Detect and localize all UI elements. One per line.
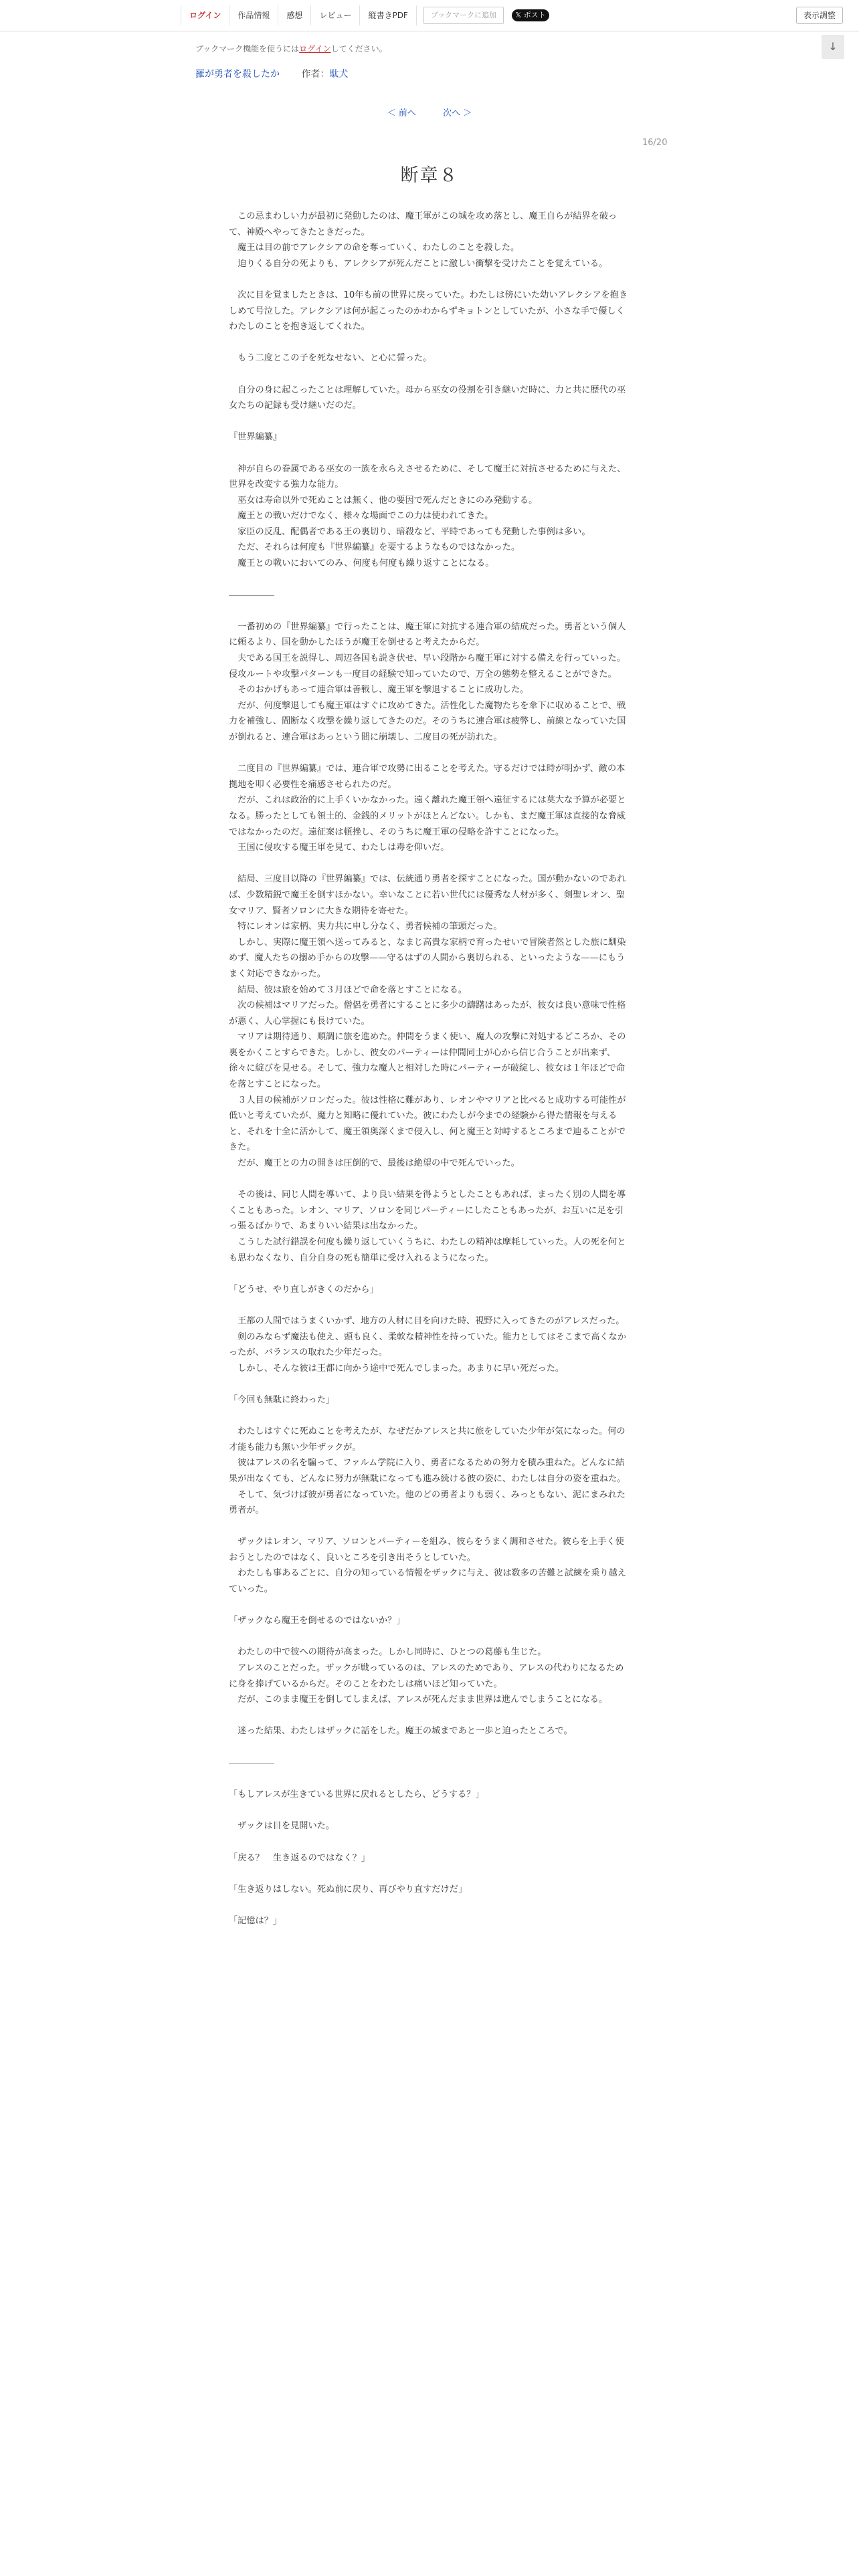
novel-paragraph: 「どうせ、やり直しがきくのだから」 — [229, 1284, 379, 1295]
novel-paragraph: ただ、それらは何度も『世界編纂』を要するようなものではなかった。 — [229, 542, 520, 553]
bookmark-login-notice — [195, 43, 387, 54]
scroll-down-icon[interactable]: ↓ — [822, 35, 844, 59]
blank-line — [229, 1708, 630, 1724]
novel-paragraph: 魔王との戦いだけでなく、様々な場面でこの力は使われてきた。 — [229, 511, 494, 522]
blank-line — [229, 1408, 630, 1424]
blank-line — [229, 1772, 630, 1788]
novel-paragraph: 特にレオンは家柄、実力共に申し分なく、勇者候補の筆頭だった。 — [229, 922, 502, 932]
chapter-pager — [0, 106, 859, 118]
blank-line — [229, 856, 630, 872]
scene-divider — [229, 595, 274, 596]
novel-paragraph: わたしはすぐに死ぬことを考えたが、なぜだかアレスと共に旅をしていた少年が気になった。何の才能も能力も無い少年ザックが。 — [229, 1426, 626, 1453]
notice-login-link[interactable]: ログイン — [299, 44, 331, 53]
novel-paragraph: 巫女は寿命以外で死ぬことは無く、他の要因で死んだときにのみ発動する。 — [229, 495, 538, 506]
login-link[interactable]: ログイン — [181, 5, 229, 25]
novel-paragraph: 二度目の『世界編纂』では、連合軍で攻勢に出ることを考えた。守るだけでは時が明かず、敵の本拠地を叩く必要性を痛感させられたのだ。 — [229, 764, 626, 790]
novel-paragraph: 『世界編纂』 — [229, 432, 282, 443]
chapter-title: 断章８ — [400, 165, 459, 186]
x-post-button[interactable]: 𝕏 ポスト — [512, 9, 549, 21]
novel-paragraph: 神が自らの眷属である巫女の一族を永らえさせるために、そして魔王に対抗させるために与えた、世界を改変する強力な能力。 — [229, 463, 626, 490]
blank-line — [229, 272, 630, 288]
novel-paragraph: ザックは目を見開いた。 — [229, 1821, 335, 1832]
novel-paragraph: だが、何度撃退しても魔王軍はすぐに攻めてきた。活性化した魔物たちを傘下に収めることで、戦力を補強し、間断なく攻撃を繰り返してきたのだ。そのうちに連合軍は疲弊し、前線となっていた国が倒れると、連合軍はあっという間に崩壊し、二度目の死が訪れた。 — [229, 700, 626, 742]
novel-paragraph: わたしも事あるごとに、自分の知っている情報をザックに与え、彼は数多の苦難と試練を乗り越えていった。 — [229, 1568, 626, 1595]
page-number: 16/20 — [642, 138, 668, 148]
novel-paragraph: 夫である国王を説得し、周辺各国も説き伏せ、早い段階から魔王軍に対する備えを行っていった。侵攻ルートや攻撃パターンも一度目の経験で知っていたので、万全の態勢を整えることができた。 — [229, 653, 626, 679]
novel-paragraph: だが、魔王との力の開きは圧倒的で、最後は絶望の中で死んでいった。 — [229, 1158, 520, 1169]
novel-paragraph: 結局、三度目以降の『世界編纂』では、伝統通り勇者を探すことになった。国が動かないのであれば、少数精鋭で魔王を倒すほかない。幸いなことに若い世代には優秀な人材が多く、剣聖レオン、聖女マリア、賢者ソロンに大きな期待を寄せた。 — [229, 874, 626, 916]
novel-paragraph: この忌まわしい力が最初に発動したのは、魔王軍がこの城を攻め落とし、魔王自らが結界を破って、神殿へやってきたときだった。 — [229, 211, 617, 237]
add-bookmark-button[interactable]: ブックマークに追加 — [423, 7, 504, 24]
novel-paragraph: 剣のみならず魔法も使え、頭も良く、柔軟な精神性を持っていた。能力としてはそこまで高くなかったが、バランスの取れた少年だった。 — [229, 1331, 626, 1358]
scene-divider — [229, 1763, 274, 1764]
novel-paragraph: 自分の身に起こったことは理解していた。母から巫女の役割を引き継いだ時に、力と共に歴代の巫女たちの記録も受け継いだのだ。 — [229, 385, 626, 411]
work-title-link[interactable]: 羅が勇者を殺したか — [195, 69, 280, 80]
novel-paragraph: 「今回も無駄に終わった」 — [229, 1394, 335, 1405]
novel-paragraph: 迫りくる自分の死よりも、アレクシアが死んだことに激しい衝撃を受けたことを覚えている。 — [229, 258, 608, 269]
novel-paragraph: 王都の人間ではうまくいかず、地方の人材に目を向けた時、視野に入ってきたのがアレスだった。 — [229, 1315, 625, 1326]
novel-paragraph: こうした試行錯誤を何度も繰り返していくうちに、わたしの精神は摩耗していった。人の死を何とも思わなくなり、自分自身の死も簡単に受け入れるようになった。 — [229, 1237, 626, 1263]
novel-paragraph: アレスのことだった。ザックが戦っているのは、アレスのためであり、アレスの代わりになるために身を捧げているからだ。そのことをわたしは痛いほど知っていた。 — [229, 1663, 624, 1689]
nav-review[interactable]: レビュー — [310, 5, 359, 25]
blank-line — [229, 335, 630, 351]
novel-paragraph: 迷った結果、わたしはザックに話をした。魔王の城まであと一歩と迫ったところで。 — [229, 1726, 573, 1737]
nav-work-info[interactable]: 作品情報 — [229, 5, 278, 25]
next-chapter-link[interactable]: 次へ ＞ — [443, 108, 472, 118]
novel-paragraph: その後は、同じ人間を導いて、より良い結果を得ようとしたこともあれば、まったく別の人間を導くこともあった。レオン、マリア、ソロンを同じパーティーにしたこともあったが、お互いに足を引っ張るばかりで、あまりいい結果は出なかった。 — [229, 1190, 626, 1232]
blank-line — [229, 1866, 630, 1882]
blank-line — [229, 746, 630, 762]
blank-line — [229, 1172, 630, 1188]
main-nav — [181, 5, 549, 25]
blank-line — [229, 1739, 630, 1755]
novel-paragraph: だが、これは政治的に上手くいかなかった。遠く離れた魔王領へ遠征するには莫大な予算が必要となる。勝ったとしても領土的、金銭的メリットがほとんどない。しかも、まだ魔王軍は直接的な脅威ではなかったのだ。遠征案は頓挫し、そのうちに魔王軍の侵略を許すことになった。 — [229, 795, 626, 837]
display-settings-button[interactable]: 表示調整 — [796, 7, 843, 24]
novel-paragraph: 「もしアレスが生きている世界に戻れるとしたら、どうする？」 — [229, 1790, 484, 1800]
blank-line — [229, 414, 630, 430]
blank-line — [229, 1897, 630, 1913]
work-meta — [195, 67, 348, 80]
blank-line — [229, 572, 630, 588]
novel-paragraph: だが、このまま魔王を倒してしまえば、アレスが死んだまま世界は進んでしまうことになる。 — [229, 1695, 608, 1705]
novel-paragraph: ３人目の候補がソロンだった。彼は性格に難があり、レオンやマリアと比べると成功する可能性が低いと考えていたが、魔力と知略に優れていた。彼にわたしが今までの経験から得た情報を与えると、それを十全に活かして、魔王領奥深くまで侵入し、何と魔王と対峙するところまで辿ることができた。 — [229, 1095, 626, 1153]
novel-paragraph: そのおかげもあって連合軍は善戦し、魔王軍を撃退することに成功した。 — [229, 685, 529, 695]
novel-paragraph: 彼はアレスの名を騙って、ファルム学院に入り、勇者になるための努力を積み重ねた。どんなに結果が出なくても、どんなに努力が無駄になっても進み続ける彼の姿に、わたしは自分の姿を重ねた。 — [229, 1458, 626, 1484]
blank-line — [229, 1376, 630, 1392]
top-navigation-bar — [0, 0, 859, 31]
novel-paragraph: もう二度とこの子を死なせない、と心に誓った。 — [229, 353, 432, 364]
nav-vertical-pdf[interactable]: 縦書きPDF — [359, 5, 416, 25]
novel-paragraph: 王国に侵攻する魔王軍を見て、わたしは毒を仰いだ。 — [229, 843, 450, 853]
novel-paragraph: 魔王との戦いにおいてのみ、何度も何度も繰り返すことになる。 — [229, 558, 494, 569]
novel-paragraph: 一番初めの『世界編纂』で行ったことは、魔王軍に対抗する連合軍の結成だった。勇者という個人に頼るより、国を動かしたほうが魔王を倒せると考えたからだ。 — [229, 621, 626, 648]
blank-line — [229, 1519, 630, 1535]
blank-line — [229, 445, 630, 461]
author-link[interactable]: 駄犬 — [329, 69, 349, 80]
novel-paragraph: 次の候補はマリアだった。僧侶を勇者にすることに多少の躊躇はあったが、彼女は良い意味で性格が悪く、人心掌握にも長けていた。 — [229, 1000, 626, 1027]
blank-line — [229, 603, 630, 619]
notice-suffix: してください。 — [330, 44, 387, 53]
novel-paragraph: 家臣の反乱、配偶者である王の裏切り、暗殺など、平時であっても発動した事例は多い。 — [229, 526, 591, 537]
novel-paragraph: 「戻る？ 生き返るのではなく？」 — [229, 1852, 370, 1863]
novel-paragraph: そして、気づけば彼が勇者になっていた。他のどの勇者よりも弱く、みっともない、泥にまみれた勇者が。 — [229, 1489, 626, 1516]
novel-body — [229, 209, 630, 1929]
blank-line — [229, 1598, 630, 1614]
novel-paragraph: 「ザックなら魔王を倒せるのではないか？」 — [229, 1616, 405, 1626]
novel-paragraph: しかし、実際に魔王領へ送ってみると、なまじ高貴な家柄で育ったせいで冒険者然とした旅に馴染めず、魔人たちの搦め手からの攻撃——守るはずの人間から裏切られる、といったような——にもうまく対応できなかった。 — [229, 937, 626, 979]
blank-line — [229, 1266, 630, 1282]
novel-paragraph: マリアは期待通り、順調に旅を進めた。仲間をうまく使い、魔人の攻撃に対処するどころか、その裏をかくことすらできた。しかし、彼女のパーティーは仲間同士が心から信じ合うことが出来ず、徐々に綻びを見せる。そして、強力な魔人と相対した時にパーティーが破綻し、彼女は１年ほどで命を落とすことになった。 — [229, 1032, 626, 1090]
novel-paragraph: 「生き返りはしない。死ぬ前に戻り、再びやり直すだけだ」 — [229, 1884, 468, 1895]
novel-paragraph: 結局、彼は旅を始めて３月ほどで命を落とすことになる。 — [229, 984, 468, 995]
novel-paragraph: ザックはレオン、マリア、ソロンとパーティーを組み、彼らをうまく調和させた。彼らを上手く使おうとしたのではなく、良いところを引き出そうとしていた。 — [229, 1537, 624, 1563]
novel-paragraph: わたしの中で彼への期待が高まった。しかし同時に、ひとつの葛藤も生じた。 — [229, 1647, 547, 1658]
novel-paragraph: 次に目を覚ましたときは、10年も前の世界に戻っていた。わたしは傍にいた幼いアレクシアを抱きしめて号泣した。アレクシアは何が起こったのかわからずキョトンとしていたが、小さな手で優しくわたしのことを抱き返してくれた。 — [229, 290, 628, 332]
novel-paragraph: 魔王は目の前でアレクシアの命を奪っていく、わたしのことを殺した。 — [229, 243, 520, 253]
blank-line — [229, 1629, 630, 1645]
notice-prefix: ブックマーク機能を使うには — [195, 44, 300, 53]
prev-chapter-link[interactable]: ＜ 前へ — [387, 108, 416, 118]
blank-line — [229, 1834, 630, 1850]
blank-line — [229, 1803, 630, 1819]
nav-impressions[interactable]: 感想 — [278, 5, 310, 25]
novel-paragraph: 「記憶は？」 — [229, 1915, 282, 1926]
blank-line — [229, 366, 630, 383]
blank-line — [229, 1297, 630, 1313]
novel-paragraph: しかし、そんな彼は王都に向かう途中で死んでしまった。あまりに早い死だった。 — [229, 1363, 565, 1374]
author-label: 作者： — [301, 69, 330, 80]
